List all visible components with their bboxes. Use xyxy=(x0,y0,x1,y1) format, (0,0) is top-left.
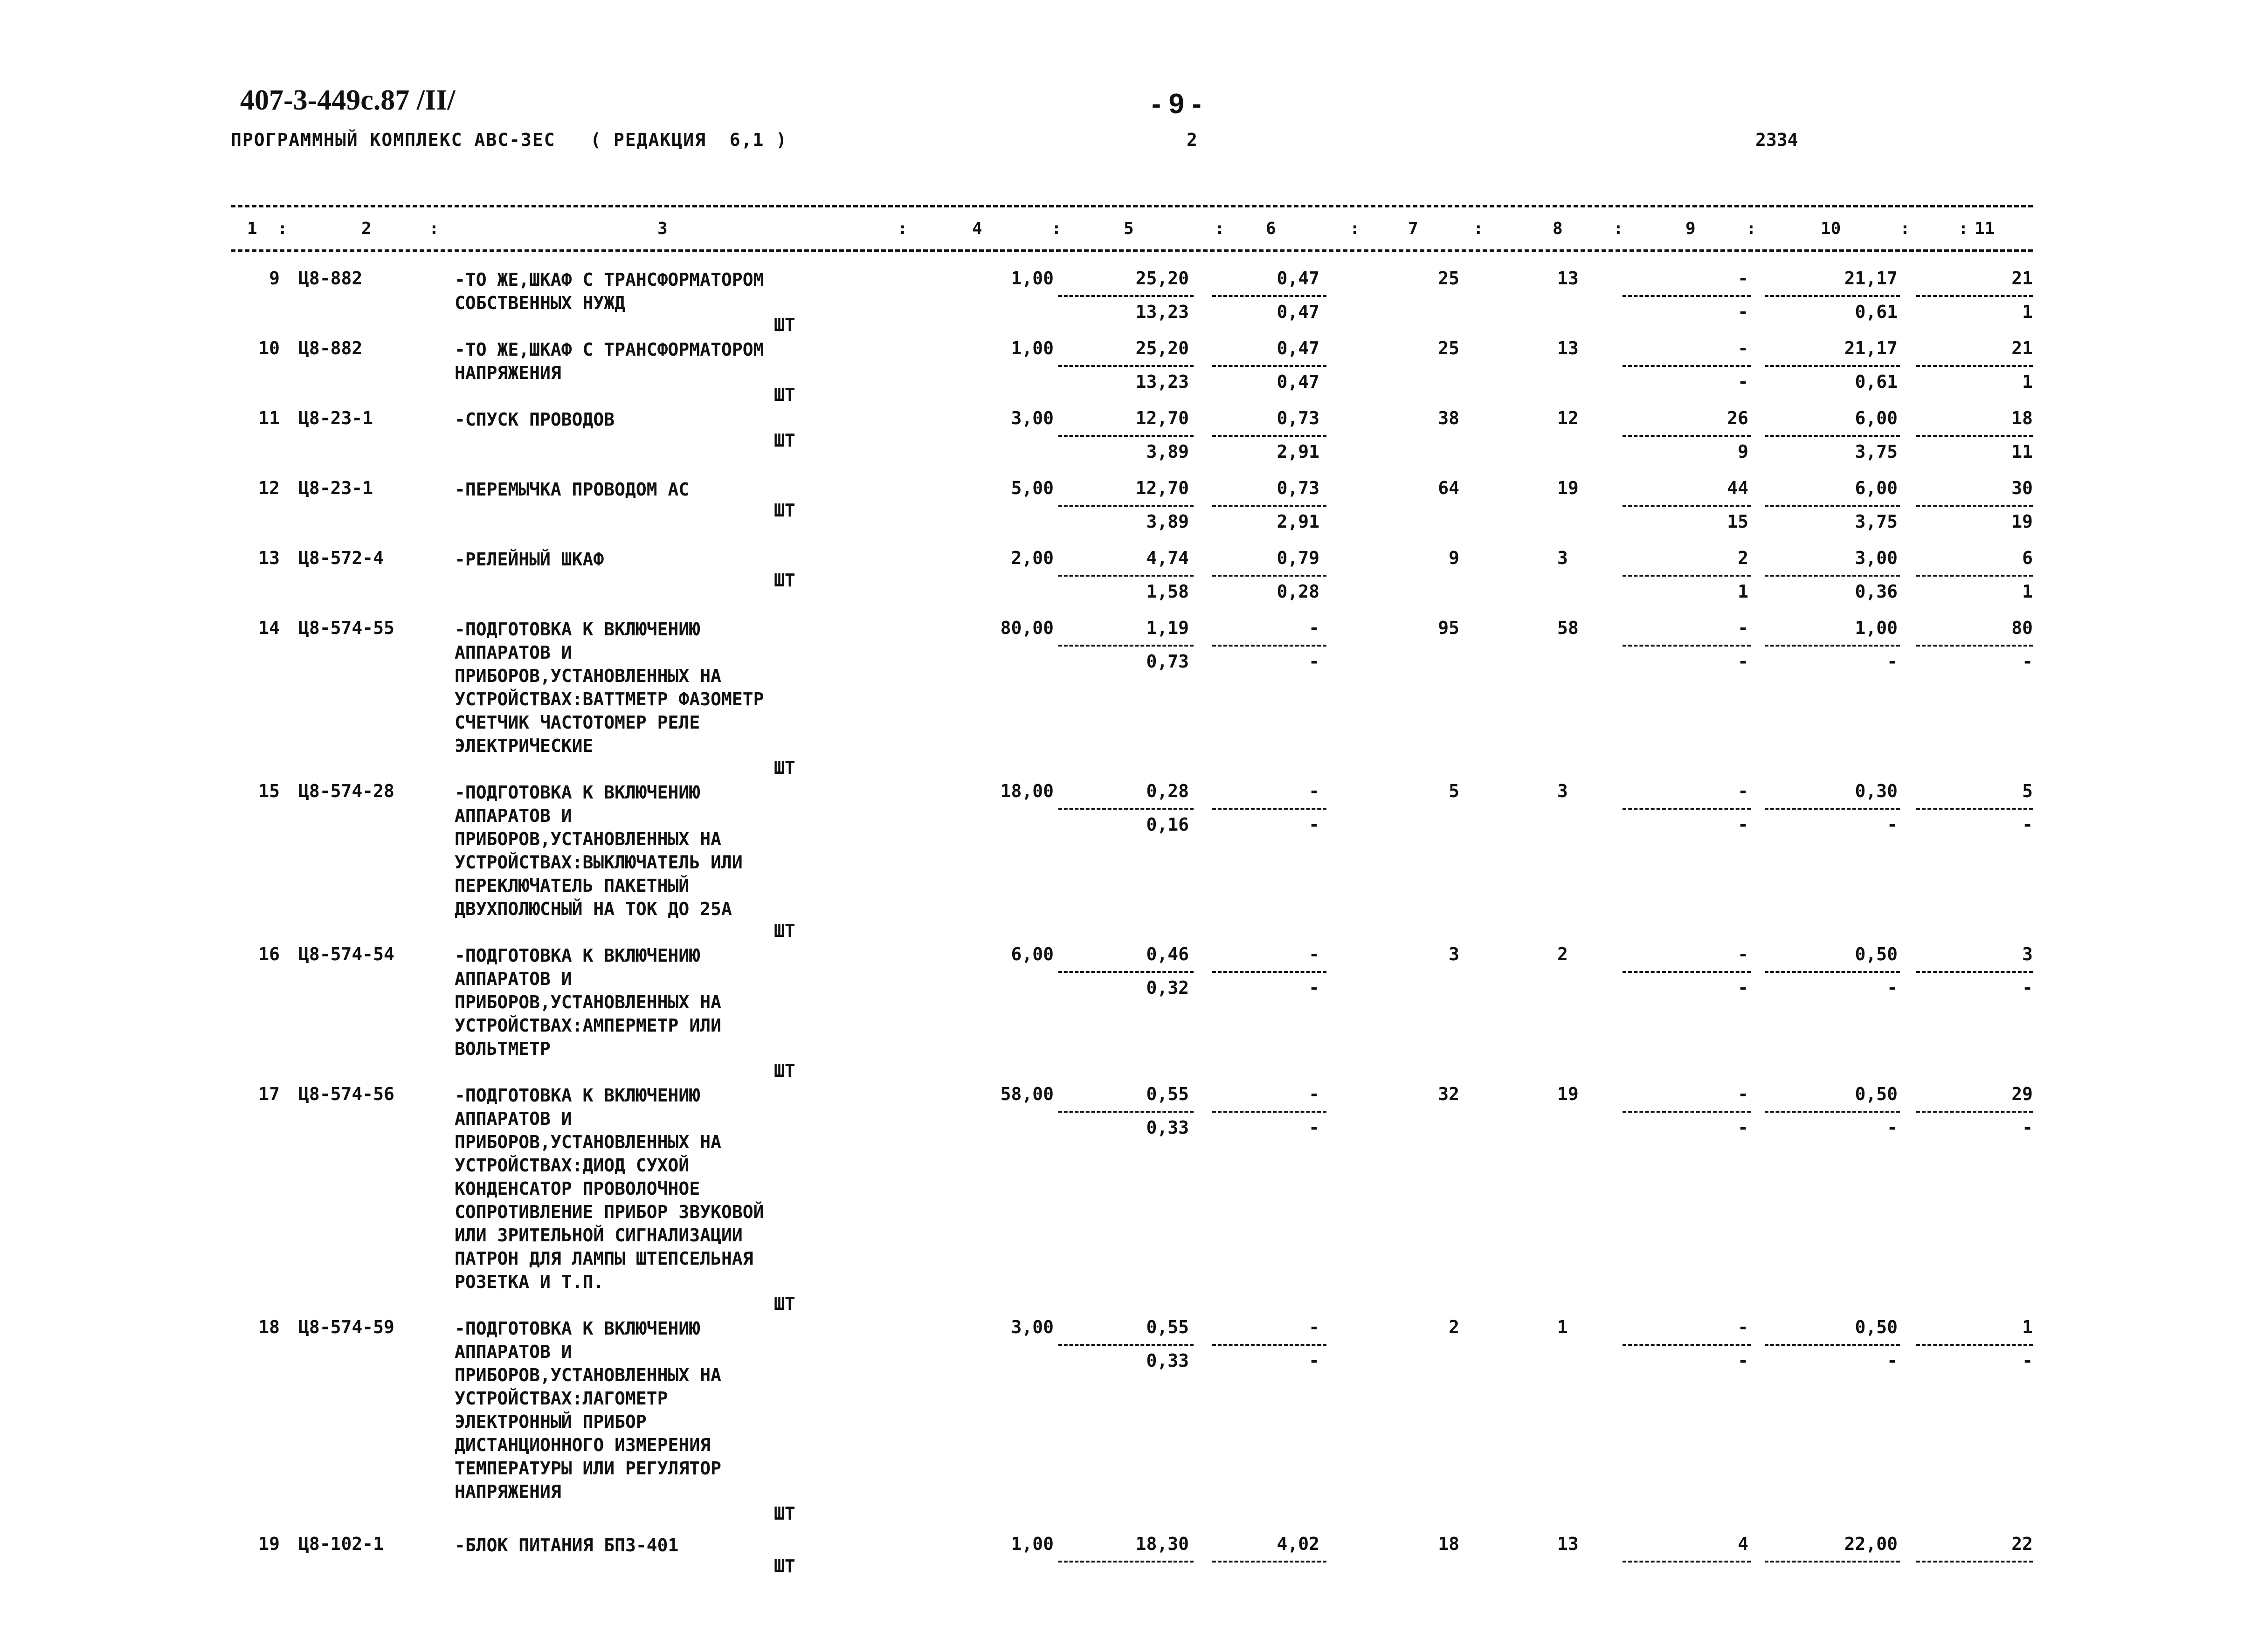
column-separator: : xyxy=(1051,219,1062,238)
cell-divider xyxy=(1058,971,1194,973)
col11-value: 30 xyxy=(2011,478,2033,498)
cell-divider xyxy=(1058,808,1194,810)
cell-divider xyxy=(1058,1344,1194,1346)
col10-value: 0,50 xyxy=(1855,1084,1898,1104)
cell-divider xyxy=(1623,808,1751,810)
col8-value: 3 xyxy=(1557,548,1568,568)
col10-value: 0,30 xyxy=(1855,781,1898,801)
col9-sub-value: - xyxy=(1738,1117,1748,1138)
col6-sub-value: - xyxy=(1309,977,1319,998)
col5-value: 0,55 xyxy=(1146,1084,1189,1104)
cell-divider xyxy=(1623,295,1751,297)
column-header: 1 xyxy=(247,219,257,238)
column-separator: : xyxy=(1350,219,1360,238)
cell-divider xyxy=(1058,645,1194,647)
column-header: 3 xyxy=(657,219,668,238)
quantity: 2,00 xyxy=(1011,548,1054,568)
cell-divider xyxy=(1058,435,1194,437)
col11-sub-value: 1 xyxy=(2022,372,2033,392)
unit-label: ШТ xyxy=(774,1503,795,1524)
unit-label: ШТ xyxy=(774,430,795,451)
col7-value: 64 xyxy=(1438,478,1459,498)
cell-divider xyxy=(1623,645,1751,647)
col9-value: - xyxy=(1738,781,1748,801)
col6-value: 0,73 xyxy=(1277,478,1319,498)
cell-divider xyxy=(1623,971,1751,973)
unit-label: ШТ xyxy=(774,315,795,335)
row-number: 19 xyxy=(258,1534,280,1554)
col9-sub-value: - xyxy=(1738,1350,1748,1371)
col10-sub-value: 0,61 xyxy=(1855,302,1898,322)
rate-code: Ц8-102-1 xyxy=(298,1534,384,1554)
col6-sub-value: - xyxy=(1309,651,1319,672)
cell-divider xyxy=(1623,1111,1751,1113)
col11-value: 6 xyxy=(2022,548,2033,568)
col8-value: 13 xyxy=(1557,268,1579,289)
col5-value: 18,30 xyxy=(1135,1534,1189,1554)
col9-value: - xyxy=(1738,1084,1748,1104)
col6-value: - xyxy=(1309,781,1319,801)
cell-divider xyxy=(1212,1561,1326,1563)
col10-value: 0,50 xyxy=(1855,1317,1898,1337)
column-separator: : xyxy=(1215,219,1225,238)
cell-divider xyxy=(1916,645,2033,647)
col9-sub-value: - xyxy=(1738,372,1748,392)
table-top-rule xyxy=(231,205,2033,207)
col10-sub-value: - xyxy=(1887,977,1898,998)
col6-value: - xyxy=(1309,944,1319,964)
col7-value: 18 xyxy=(1438,1534,1459,1554)
cell-divider xyxy=(1765,1111,1900,1113)
quantity: 1,00 xyxy=(1011,268,1054,289)
unit-label: ШТ xyxy=(774,500,795,521)
cell-divider xyxy=(1212,505,1326,507)
col10-value: 6,00 xyxy=(1855,408,1898,428)
col11-sub-value: 1 xyxy=(2022,302,2033,322)
col9-value: 4 xyxy=(1738,1534,1748,1554)
cell-divider xyxy=(1212,808,1326,810)
column-separator: : xyxy=(429,219,439,238)
column-separator: : xyxy=(1613,219,1623,238)
col11-value: 21 xyxy=(2011,338,2033,358)
row-number: 16 xyxy=(258,944,280,964)
unit-label: ШТ xyxy=(774,1556,795,1576)
col10-value: 21,17 xyxy=(1844,338,1898,358)
document-number: 407-3-449с.87 /II/ xyxy=(240,84,456,116)
work-description: -ПОДГОТОВКА К ВКЛЮЧЕНИЮ АППАРАТОВ И ПРИБОРОВ,УСТАНОВЛЕННЫХ НА УСТРОЙСТВАХ:ЛАГОМЕТР ЭЛЕКТРОННЫЙ ПРИБОР ДИСТАНЦИОННОГО ИЗМЕРЕНИЯ ТЕМПЕРАТУРЫ ИЛИ РЕГУЛЯТОР НАПРЯЖЕНИЯ xyxy=(455,1318,721,1502)
col7-value: 25 xyxy=(1438,338,1459,358)
col11-sub-value: - xyxy=(2022,1117,2033,1138)
rate-code: Ц8-574-59 xyxy=(298,1317,394,1337)
col11-sub-value: 11 xyxy=(2011,441,2033,462)
row-number: 18 xyxy=(258,1317,280,1337)
cell-divider xyxy=(1623,505,1751,507)
rate-code: Ц8-882 xyxy=(298,338,363,358)
work-description: -ТО ЖЕ,ШКАФ С ТРАНСФОРМАТОРОМ НАПРЯЖЕНИЯ xyxy=(455,339,764,383)
row-number: 15 xyxy=(258,781,280,801)
cell-divider xyxy=(1765,435,1900,437)
col6-sub-value: - xyxy=(1309,1117,1319,1138)
cell-divider xyxy=(1765,295,1900,297)
col7-value: 2 xyxy=(1449,1317,1459,1337)
col6-value: 0,47 xyxy=(1277,268,1319,289)
cell-divider xyxy=(1916,435,2033,437)
col9-sub-value: - xyxy=(1738,814,1748,835)
quantity: 1,00 xyxy=(1011,1534,1054,1554)
work-description: -ТО ЖЕ,ШКАФ С ТРАНСФОРМАТОРОМ СОБСТВЕННЫХ НУЖД xyxy=(455,269,764,313)
col11-value: 22 xyxy=(2011,1534,2033,1554)
col7-value: 5 xyxy=(1449,781,1459,801)
cell-divider xyxy=(1058,365,1194,367)
column-separator: : xyxy=(1473,219,1484,238)
rate-code: Ц8-23-1 xyxy=(298,408,373,428)
col10-sub-value: - xyxy=(1887,1350,1898,1371)
column-header: 5 xyxy=(1124,219,1134,238)
work-description: -ПОДГОТОВКА К ВКЛЮЧЕНИЮ АППАРАТОВ И ПРИБОРОВ,УСТАНОВЛЕННЫХ НА УСТРОЙСТВАХ:ДИОД СУХОЙ КОНДЕНСАТОР ПРОВОЛОЧНОЕ СОПРОТИВЛЕНИЕ ПРИБОР ЗВУКОВОЙ ИЛИ ЗРИТЕЛЬНОЙ СИГНАЛИЗАЦИИ ПАТРОН ДЛЯ ЛАМПЫ ШТЕПСЕЛЬНАЯ РОЗЕТКА И Т.П. xyxy=(455,1085,764,1292)
col10-sub-value: - xyxy=(1887,814,1898,835)
cell-divider xyxy=(1623,435,1751,437)
cell-divider xyxy=(1916,365,2033,367)
row-number: 13 xyxy=(258,548,280,568)
col11-value: 3 xyxy=(2022,944,2033,964)
rate-code: Ц8-574-56 xyxy=(298,1084,394,1104)
col5-value: 0,46 xyxy=(1146,944,1189,964)
rate-code: Ц8-572-4 xyxy=(298,548,384,568)
col11-sub-value: - xyxy=(2022,977,2033,998)
cell-divider xyxy=(1058,1561,1194,1563)
col5-sub-value: 13,23 xyxy=(1135,302,1189,322)
table-header-rule xyxy=(231,249,2033,252)
col11-value: 5 xyxy=(2022,781,2033,801)
unit-label: ШТ xyxy=(774,1294,795,1314)
col9-value: 26 xyxy=(1727,408,1748,428)
column-header: 11 xyxy=(1975,219,1995,238)
rate-code: Ц8-574-55 xyxy=(298,618,394,638)
col9-value: - xyxy=(1738,1317,1748,1337)
page-number: - 9 - xyxy=(1152,88,1202,119)
col5-value: 4,74 xyxy=(1146,548,1189,568)
col5-sub-value: 0,33 xyxy=(1146,1117,1189,1138)
cell-divider xyxy=(1212,365,1326,367)
row-number: 17 xyxy=(258,1084,280,1104)
col8-value: 13 xyxy=(1557,1534,1579,1554)
cell-divider xyxy=(1212,295,1326,297)
rate-code: Ц8-574-28 xyxy=(298,781,394,801)
col10-value: 0,50 xyxy=(1855,944,1898,964)
quantity: 58,00 xyxy=(1000,1084,1054,1104)
column-separator: : xyxy=(1900,219,1910,238)
cell-divider xyxy=(1765,1561,1900,1563)
col10-sub-value: 0,61 xyxy=(1855,372,1898,392)
column-header: 7 xyxy=(1408,219,1418,238)
col10-value: 22,00 xyxy=(1844,1534,1898,1554)
row-number: 14 xyxy=(258,618,280,638)
col6-value: - xyxy=(1309,618,1319,638)
row-number: 10 xyxy=(258,338,280,358)
cell-divider xyxy=(1765,505,1900,507)
col6-value: - xyxy=(1309,1317,1319,1337)
col5-value: 0,28 xyxy=(1146,781,1189,801)
work-description: -ПОДГОТОВКА К ВКЛЮЧЕНИЮ АППАРАТОВ И ПРИБОРОВ,УСТАНОВЛЕННЫХ НА УСТРОЙСТВАХ:ВАТТМЕТР ФАЗОМЕТР СЧЕТЧИК ЧАСТОТОМЕР РЕЛЕ ЭЛЕКТРИЧЕСКИЕ xyxy=(455,619,764,756)
cell-divider xyxy=(1058,1111,1194,1113)
col5-value: 25,20 xyxy=(1135,268,1189,289)
col9-sub-value: - xyxy=(1738,977,1748,998)
column-separator: : xyxy=(277,219,288,238)
rate-code: Ц8-574-54 xyxy=(298,944,394,964)
col6-sub-value: 2,91 xyxy=(1277,511,1319,532)
col11-value: 29 xyxy=(2011,1084,2033,1104)
col8-value: 19 xyxy=(1557,478,1579,498)
cell-divider xyxy=(1058,575,1194,577)
col6-sub-value: 0,47 xyxy=(1277,302,1319,322)
column-header: 4 xyxy=(972,219,982,238)
document-code: 2334 xyxy=(1755,130,1798,150)
col11-value: 18 xyxy=(2011,408,2033,428)
work-description: -СПУСК ПРОВОДОВ xyxy=(455,409,615,430)
col9-value: - xyxy=(1738,338,1748,358)
column-header: 9 xyxy=(1685,219,1696,238)
col6-value: 0,73 xyxy=(1277,408,1319,428)
column-header: 6 xyxy=(1266,219,1276,238)
cell-divider xyxy=(1765,365,1900,367)
col6-value: - xyxy=(1309,1084,1319,1104)
cell-divider xyxy=(1212,435,1326,437)
cell-divider xyxy=(1916,1111,2033,1113)
col5-sub-value: 13,23 xyxy=(1135,372,1189,392)
col5-value: 0,55 xyxy=(1146,1317,1189,1337)
cell-divider xyxy=(1623,1344,1751,1346)
col5-sub-value: 1,58 xyxy=(1146,581,1189,602)
col10-value: 1,00 xyxy=(1855,618,1898,638)
col5-sub-value: 0,73 xyxy=(1146,651,1189,672)
col5-value: 1,19 xyxy=(1146,618,1189,638)
quantity: 5,00 xyxy=(1011,478,1054,498)
col7-value: 32 xyxy=(1438,1084,1459,1104)
col8-value: 12 xyxy=(1557,408,1579,428)
col10-sub-value: 0,36 xyxy=(1855,581,1898,602)
col8-value: 13 xyxy=(1557,338,1579,358)
cell-divider xyxy=(1916,1344,2033,1346)
col11-sub-value: 1 xyxy=(2022,581,2033,602)
row-number: 11 xyxy=(258,408,280,428)
col6-value: 0,79 xyxy=(1277,548,1319,568)
cell-divider xyxy=(1916,505,2033,507)
col8-value: 2 xyxy=(1557,944,1568,964)
col5-value: 12,70 xyxy=(1135,478,1189,498)
unit-label: ШТ xyxy=(774,385,795,405)
cell-divider xyxy=(1212,971,1326,973)
work-description: -ПОДГОТОВКА К ВКЛЮЧЕНИЮ АППАРАТОВ И ПРИБОРОВ,УСТАНОВЛЕННЫХ НА УСТРОЙСТВАХ:ВЫКЛЮЧАТЕЛЬ ИЛИ ПЕРЕКЛЮЧАТЕЛЬ ПАКЕТНЫЙ ДВУХПОЛЮСНЫЙ НА ТОК ДО 25А xyxy=(455,782,743,919)
col10-sub-value: - xyxy=(1887,651,1898,672)
col6-value: 0,47 xyxy=(1277,338,1319,358)
col5-value: 12,70 xyxy=(1135,408,1189,428)
col9-sub-value: 15 xyxy=(1727,511,1748,532)
quantity: 3,00 xyxy=(1011,1317,1054,1337)
col11-value: 1 xyxy=(2022,1317,2033,1337)
col6-sub-value: - xyxy=(1309,1350,1319,1371)
cell-divider xyxy=(1058,295,1194,297)
quantity: 18,00 xyxy=(1000,781,1054,801)
cell-divider xyxy=(1623,575,1751,577)
col5-sub-value: 0,32 xyxy=(1146,977,1189,998)
col5-sub-value: 0,16 xyxy=(1146,814,1189,835)
col8-value: 58 xyxy=(1557,618,1579,638)
column-separator: : xyxy=(1746,219,1756,238)
col11-sub-value: 19 xyxy=(2011,511,2033,532)
cell-divider xyxy=(1212,1344,1326,1346)
cell-divider xyxy=(1765,645,1900,647)
col9-sub-value: - xyxy=(1738,651,1748,672)
cell-divider xyxy=(1765,575,1900,577)
col8-value: 19 xyxy=(1557,1084,1579,1104)
col5-sub-value: 3,89 xyxy=(1146,441,1189,462)
program-header: ПРОГРАММНЫЙ КОМПЛЕКС АВС-3ЕС ( РЕДАКЦИЯ 6,1 ) xyxy=(231,130,788,150)
column-header: 10 xyxy=(1821,219,1841,238)
work-description: -ПЕРЕМЫЧКА ПРОВОДОМ АС xyxy=(455,479,690,500)
col7-value: 9 xyxy=(1449,548,1459,568)
row-number: 12 xyxy=(258,478,280,498)
col8-value: 1 xyxy=(1557,1317,1568,1337)
col7-value: 95 xyxy=(1438,618,1459,638)
col9-value: - xyxy=(1738,944,1748,964)
col5-sub-value: 0,33 xyxy=(1146,1350,1189,1371)
col5-sub-value: 3,89 xyxy=(1146,511,1189,532)
col9-sub-value: - xyxy=(1738,302,1748,322)
quantity: 3,00 xyxy=(1011,408,1054,428)
work-description: -РЕЛЕЙНЫЙ ШКАФ xyxy=(455,549,604,570)
cell-divider xyxy=(1765,971,1900,973)
col6-value: 4,02 xyxy=(1277,1534,1319,1554)
col9-sub-value: 1 xyxy=(1738,581,1748,602)
row-number: 9 xyxy=(269,268,280,289)
cell-divider xyxy=(1916,295,2033,297)
quantity: 80,00 xyxy=(1000,618,1054,638)
cell-divider xyxy=(1623,365,1751,367)
column-header: 2 xyxy=(361,219,372,238)
quantity: 6,00 xyxy=(1011,944,1054,964)
col10-value: 21,17 xyxy=(1844,268,1898,289)
col10-sub-value: 3,75 xyxy=(1855,441,1898,462)
col9-value: 2 xyxy=(1738,548,1748,568)
col9-value: - xyxy=(1738,618,1748,638)
unit-label: ШТ xyxy=(774,1060,795,1081)
col6-sub-value: 0,28 xyxy=(1277,581,1319,602)
cell-divider xyxy=(1916,1561,2033,1563)
col11-value: 21 xyxy=(2011,268,2033,289)
col9-value: - xyxy=(1738,268,1748,289)
cell-divider xyxy=(1623,1561,1751,1563)
col11-sub-value: - xyxy=(2022,814,2033,835)
cell-divider xyxy=(1765,808,1900,810)
cell-divider xyxy=(1916,971,2033,973)
col10-value: 6,00 xyxy=(1855,478,1898,498)
col5-value: 25,20 xyxy=(1135,338,1189,358)
col7-value: 3 xyxy=(1449,944,1459,964)
cell-divider xyxy=(1212,645,1326,647)
cell-divider xyxy=(1212,575,1326,577)
column-header: 8 xyxy=(1553,219,1563,238)
work-description: -БЛОК ПИТАНИЯ БПЗ-401 xyxy=(455,1535,679,1556)
col6-sub-value: 0,47 xyxy=(1277,372,1319,392)
cell-divider xyxy=(1916,808,2033,810)
col6-sub-value: - xyxy=(1309,814,1319,835)
col7-value: 38 xyxy=(1438,408,1459,428)
cell-divider xyxy=(1212,1111,1326,1113)
col7-value: 25 xyxy=(1438,268,1459,289)
unit-label: ШТ xyxy=(774,570,795,591)
col11-value: 80 xyxy=(2011,618,2033,638)
rate-code: Ц8-23-1 xyxy=(298,478,373,498)
col11-sub-value: - xyxy=(2022,651,2033,672)
cell-divider xyxy=(1058,505,1194,507)
col10-sub-value: 3,75 xyxy=(1855,511,1898,532)
quantity: 1,00 xyxy=(1011,338,1054,358)
cell-divider xyxy=(1765,1344,1900,1346)
unit-label: ШТ xyxy=(774,757,795,778)
sheet-number: 2 xyxy=(1187,130,1197,150)
col10-sub-value: - xyxy=(1887,1117,1898,1138)
col8-value: 3 xyxy=(1557,781,1568,801)
col11-sub-value: - xyxy=(2022,1350,2033,1371)
col9-sub-value: 9 xyxy=(1738,441,1748,462)
col9-value: 44 xyxy=(1727,478,1748,498)
cell-divider xyxy=(1916,575,2033,577)
column-separator: : xyxy=(898,219,908,238)
rate-code: Ц8-882 xyxy=(298,268,363,289)
work-description: -ПОДГОТОВКА К ВКЛЮЧЕНИЮ АППАРАТОВ И ПРИБОРОВ,УСТАНОВЛЕННЫХ НА УСТРОЙСТВАХ:АМПЕРМЕТР ИЛИ ВОЛЬТМЕТР xyxy=(455,945,721,1059)
col10-value: 3,00 xyxy=(1855,548,1898,568)
col6-sub-value: 2,91 xyxy=(1277,441,1319,462)
unit-label: ШТ xyxy=(774,921,795,941)
column-separator: : xyxy=(1958,219,1968,238)
